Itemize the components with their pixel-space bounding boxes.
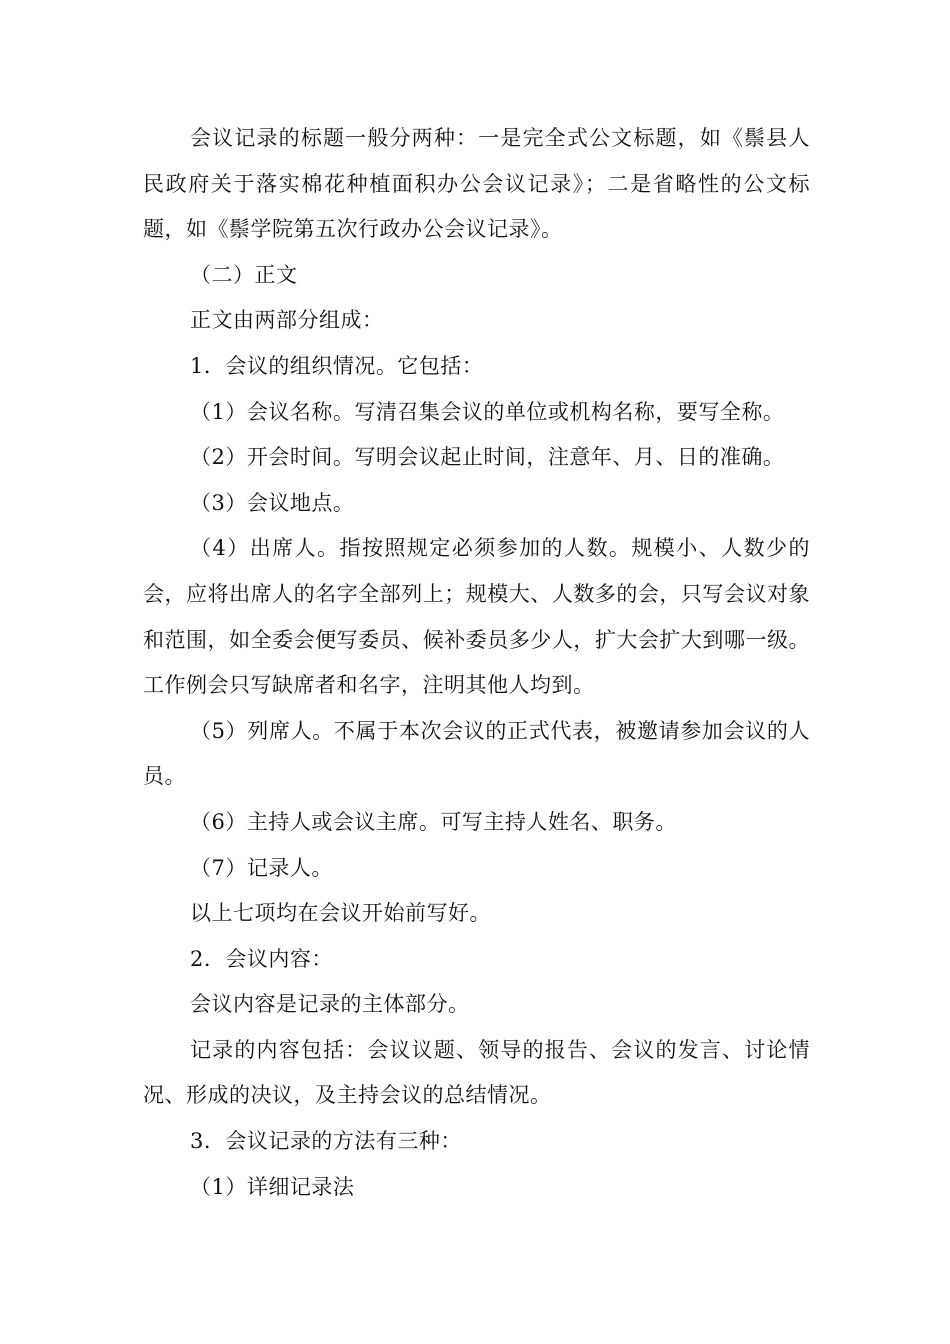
item-meeting-name: （1）会议名称。写清召集会议的单位或机构名称，要写全称。 [190, 399, 785, 424]
item-meeting-content: 2．会议内容： [190, 946, 333, 971]
paragraph-title-types: 会议记录的标题一般分两种：一是完全式公文标题，如《鬃县人民政府关于落实棉花种植面积办公会议记录》；二是省略性的公文标题，如《鬃学院第五次行政办公会议记录》。 [143, 126, 810, 242]
paragraph-main-text-parts: 正文由两部分组成： [190, 308, 384, 333]
item-attendees: （4）出席人。指按照规定必须参加的人数。规模小、人数少的会，应将出席人的名字全部列上；规模大、人数多的会，只写会议对象和范围，如全委会便写委员、候补委员多少人，扩大会扩大到哪一级。工作例会只写缺席者和名字，注明其他人均到。 [143, 536, 810, 698]
item-meeting-place: （3）会议地点。 [190, 490, 355, 515]
item-recorder: （7）记录人。 [190, 855, 333, 880]
heading-main-text: （二）正文 [190, 262, 298, 287]
item-detailed-method: （1）详细记录法 [190, 1174, 355, 1199]
item-meeting-time: （2）开会时间。写明会议起止时间，注意年、月、日的准确。 [190, 445, 785, 470]
paragraph-content-includes: 记录的内容包括：会议议题、领导的报告、会议的发言、讨论情况、形成的决议，及主持会议的总结情况。 [143, 1037, 810, 1108]
item-host: （6）主持人或会议主席。可写主持人姓名、职务。 [190, 809, 677, 834]
item-organization: 1．会议的组织情况。它包括： [190, 353, 484, 378]
item-observers: （5）列席人。不属于本次会议的正式代表，被邀请参加会议的人员。 [143, 718, 810, 789]
paragraph-content-main-part: 会议内容是记录的主体部分。 [190, 992, 470, 1017]
item-recording-methods: 3．会议记录的方法有三种： [190, 1129, 462, 1154]
paragraph-seven-items-note: 以上七项均在会议开始前写好。 [190, 901, 491, 926]
document-body [143, 116, 810, 1210]
